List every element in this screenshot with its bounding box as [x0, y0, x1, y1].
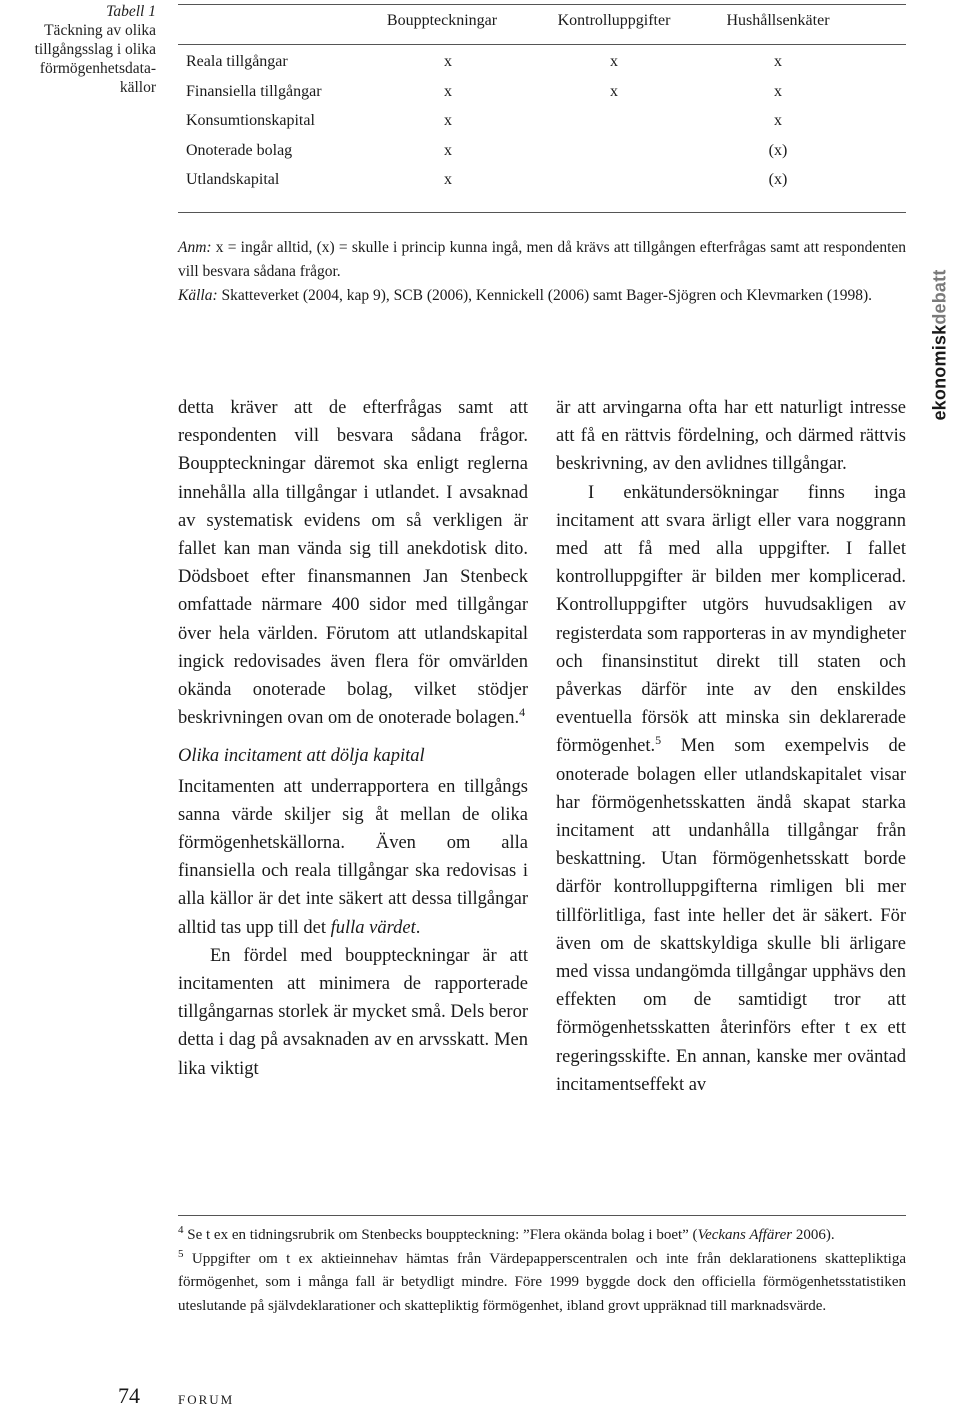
section-heading: Olika incitament att dölja kapital	[178, 746, 425, 767]
footnote-text: 2006).	[792, 1227, 835, 1243]
footnote-number: 5	[178, 1247, 184, 1260]
footnote-text: Se t ex en tidningsrubrik om Stenbecks bouppteckning: ”Flera okända bolag i boet” (	[187, 1227, 698, 1243]
table-cell: x	[774, 112, 782, 130]
brand-part-debatt: debatt	[929, 269, 950, 325]
footnotes	[178, 1224, 906, 1318]
left-column	[178, 394, 528, 1083]
column-header-hushallsenkater: Hushållsenkäter	[726, 12, 830, 29]
table-caption-line: tillgångsslag i olika	[34, 41, 156, 58]
anm-label: Anm:	[178, 239, 212, 256]
table-cell: x	[444, 82, 452, 100]
paragraph-text: Men som exempelvis de onoterade bolagen eller utlandskapitalet visar har förmögenhetsskatten ändå skapat starka incitament att undanhålla tillgångar från beskattning. Utan förmögenhetsskatt borde därför kontrolluppgifterna rimligen bli mer tillförlitliga, fast inte heller det är säkert. För även om de skattskyldiga skulle bli ärligare med vissa undangömda tillgångar upphävs den effekten om de samtidigt tror att förmögenhetsskatten återinförs efter t ex ett regeringsskifte. En annan, kanske mer oväntad incitamentseffekt av	[556, 736, 906, 1095]
footnote-emphasis: Veckans Affärer	[697, 1227, 793, 1243]
table-header-rule	[178, 44, 906, 45]
body-paragraph: är att arvingarna ofta har ett naturligt intresse att få en rättvis fördelning, och därmed rättvis beskrivning, av den avlidnes tillgångar.	[556, 398, 906, 475]
table-row	[178, 53, 906, 83]
table-row	[178, 112, 906, 142]
table-caption-line: källor	[119, 79, 156, 96]
row-label: Reala tillgångar	[186, 53, 288, 70]
table-cell: x	[774, 53, 782, 70]
table-header	[178, 12, 906, 36]
row-label: Finansiella tillgångar	[186, 82, 322, 100]
table-caption-title: Tabell 1	[106, 3, 156, 20]
footnote-ref[interactable]: 5	[655, 733, 662, 748]
anm-note	[178, 236, 906, 284]
table-notes	[178, 236, 906, 308]
footnote	[178, 1248, 906, 1319]
journal-brand	[925, 245, 955, 445]
source-note	[178, 284, 906, 308]
footnote-ref[interactable]: 4	[519, 705, 526, 720]
table-cell: x	[774, 82, 782, 100]
emphasis-text: fulla värdet	[330, 917, 416, 938]
table-row	[178, 142, 906, 172]
paragraph-text: .	[415, 917, 421, 938]
table-cell: x	[444, 112, 452, 130]
table-row	[178, 171, 906, 201]
page-number: 74	[118, 1383, 140, 1408]
table-cell: (x)	[768, 141, 788, 159]
row-label: Konsumtionskapital	[186, 112, 315, 130]
journal-name: FORUM	[178, 1392, 235, 1407]
table-cell: x	[444, 53, 452, 70]
table-cell: x	[444, 141, 452, 159]
table-cell: x	[610, 53, 618, 70]
table-caption-line: förmögenhetsdata-	[39, 60, 156, 77]
anm-text: x = ingår alltid, (x) = skulle i princip kunna ingå, men då krävs att tillgången efterfrågas samt att respondenten vill besvara sådana frågor.	[178, 239, 907, 280]
table-top-rule	[178, 4, 906, 5]
table-cell: (x)	[768, 171, 788, 189]
body-paragraph: En fördel med bouppteckningar är att incitamenten att minimera de rapporterade tillgångarnas storlek är mycket små. Dels beror detta i dag på avsaknaden av en arvsskatt. Men lika viktigt	[178, 945, 528, 1079]
table-body	[178, 53, 906, 201]
paragraph-text: detta kräver att de efterfrågas samt att respondenten vill besvara sådana frågor. Bouppteckningar däremot ska enligt reglerna innehålla alla tillgångar i utlandet. I avsaknad av systematisk evidens om så verkligen är fallet kan man vända sig till anekdotisk dito. Dödsboet efter finansmannen Jan Stenbeck omfattade närmare 400 sidor med tillgångar över hela världen. Förutom att utlandskapital ingick redovisades även flera för omvärlden okända onoterade bolag, vilket stödjer beskrivningen ovan om de onoterade bolagen.	[178, 398, 528, 729]
row-label: Onoterade bolag	[186, 141, 293, 159]
body-paragraph	[178, 773, 528, 942]
paragraph-text: Incitamenten att underrapportera en tillgångs sanna värde skiljer sig åt mellan de olika förmögenhetskällorna. Även om alla finansiella och reala tillgångar ska redovisas i alla källor är det inte säkert att dessa tillgångar alltid tas upp till det	[178, 776, 528, 938]
column-header-bouppteckningar: Bouppteckningar	[386, 12, 498, 29]
table-cell: x	[444, 171, 452, 189]
table-row	[178, 83, 906, 113]
footnote-text: Uppgifter om t ex aktieinnehav hämtas från Värdepapperscentralen och inte från deklarationens skattepliktiga förmögenhet, som i många fall är betydligt mindre. Före 1999 byggde dock den officiella förmögenhetsstatistiken uteslutande på självdeklarationer och skattepliktig förmögenhet, ibland grovt uppräknad till marknadsvärde.	[178, 1250, 906, 1314]
right-column	[556, 394, 906, 1099]
source-text: Skatteverket (2004, kap 9), SCB (2006), Kennickell (2006) samt Bager-Sjögren och Klevmarken (1998).	[221, 287, 873, 304]
row-label: Utlandskapital	[186, 171, 280, 189]
paragraph-text: I enkätundersökningar finns inga incitament att svara ärligt eller vara noggrann med att få med alla uppgifter. I fallet kontrolluppgifter är bilden mer komplicerad. Kontrolluppgifter utgörs huvudsakligen av registerdata som rapporteras in av myndigheter och finansinstitut direkt till staten och påverkas därför inte av den enskildes eventuella försök att minska sin deklarerade förmögenhet.	[556, 482, 906, 757]
body-paragraph	[556, 479, 906, 1099]
body-paragraph	[178, 394, 528, 732]
footnote	[178, 1224, 906, 1248]
column-header-kontrolluppgifter: Kontrolluppgifter	[557, 12, 671, 29]
brand-part-ekonomisk: ekonomisk	[929, 324, 950, 421]
table-caption	[0, 2, 156, 97]
table-caption-line: Täckning av olika	[44, 22, 156, 39]
table-bottom-rule	[178, 212, 906, 213]
footnote-rule	[178, 1215, 906, 1216]
table-cell: x	[610, 82, 618, 100]
source-label: Källa:	[178, 287, 218, 304]
footnote-number: 4	[178, 1224, 184, 1236]
